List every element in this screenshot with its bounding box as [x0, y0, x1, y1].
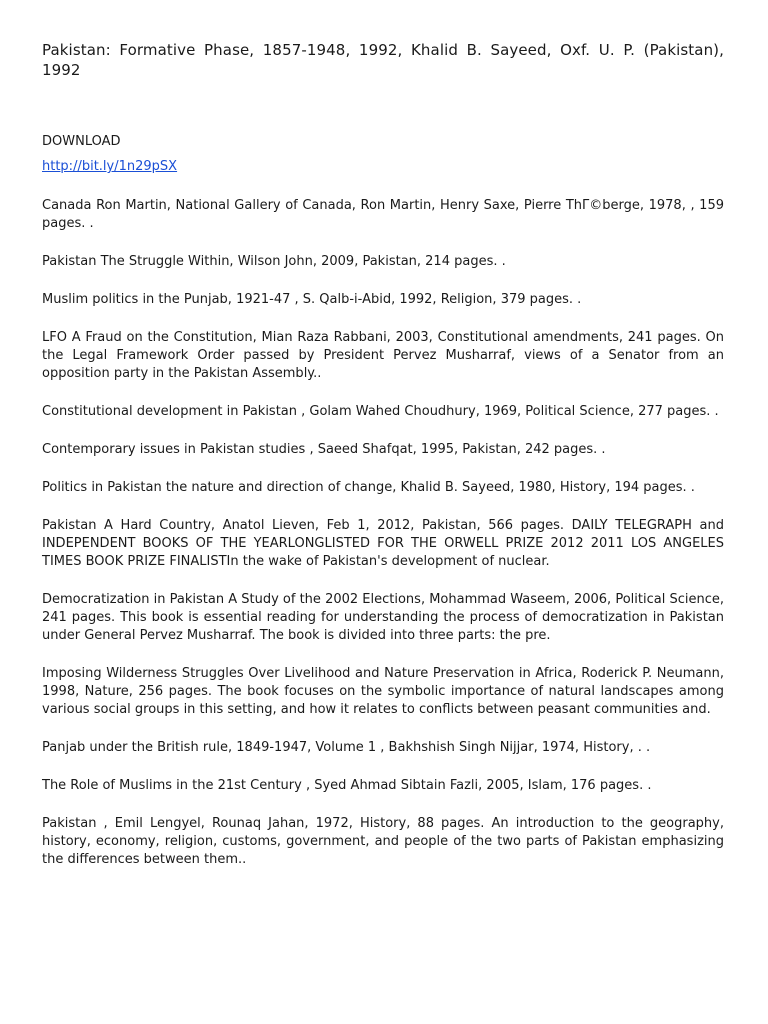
entry-constitutional-development: Constitutional development in Pakistan , Golam Wahed Choudhury, 1969, Political Science, 277 pages. .: [42, 404, 719, 419]
download-label: DOWNLOAD: [42, 134, 121, 149]
entry-panjab-british-rule: Panjab under the British rule, 1849-1947, Volume 1 , Bakhshish Singh Nijjar, 1974, History, . .: [42, 740, 651, 755]
entry-lfo-fraud: LFO A Fraud on the Constitution, Mian Raza Rabbani, 2003, Constitutional amendments, 241 pages. On the Legal Framework Order passed by President Pervez Musharraf, views of a Senator from an opposition party in the Pakistan Assembly..: [42, 330, 724, 381]
document-page: [42, 40, 724, 889]
entry-canada: Canada Ron Martin, National Gallery of Canada, Ron Martin, Henry Saxe, Pierre ThΓ©berge, 1978, , 159 pages. .: [42, 198, 724, 231]
entry-democratization: Democratization in Pakistan A Study of the 2002 Elections, Mohammad Waseem, 2006, Political Science, 241 pages. This book is essential reading for understanding the process of democratization in Pakistan under General Pervez Musharraf. The book is divided into three parts: the pre.: [42, 592, 724, 643]
document-title: Pakistan: Formative Phase, 1857-1948, 1992, Khalid B. Sayeed, Oxf. U. P. (Pakistan), 1992: [42, 41, 724, 79]
entry-role-of-muslims: The Role of Muslims in the 21st Century , Syed Ahmad Sibtain Fazli, 2005, Islam, 176 pages. .: [42, 778, 652, 793]
entry-hard-country: Pakistan A Hard Country, Anatol Lieven, Feb 1, 2012, Pakistan, 566 pages. DAILY TELEGRAPH and INDEPENDENT BOOKS OF THE YEARLONGLISTED FOR THE ORWELL PRIZE 2012 2011 LOS ANGELES TIMES BOOK PRIZE FINALISTIn the wake of Pakistan's development of nuclear.: [42, 518, 724, 569]
download-link[interactable]: http://bit.ly/1n29pSX: [42, 159, 178, 174]
download-link-container: [42, 158, 724, 186]
entry-pakistan-lengyel: Pakistan , Emil Lengyel, Rounaq Jahan, 1972, History, 88 pages. An introduction to the geography, history, economy, religion, customs, government, and people of the two parts of Pakistan emphasizing the differences between them..: [42, 816, 724, 867]
entry-muslim-politics-punjab: Muslim politics in the Punjab, 1921-47 , S. Qalb-i-Abid, 1992, Religion, 379 pages. .: [42, 292, 582, 307]
entry-contemporary-issues: Contemporary issues in Pakistan studies , Saeed Shafqat, 1995, Pakistan, 242 pages. .: [42, 442, 606, 457]
entry-struggle-within: Pakistan The Struggle Within, Wilson John, 2009, Pakistan, 214 pages. .: [42, 254, 506, 269]
entry-imposing-wilderness: Imposing Wilderness Struggles Over Livelihood and Nature Preservation in Africa, Roderick P. Neumann, 1998, Nature, 256 pages. The book focuses on the symbolic importance of natural landscapes among various social groups in this setting, and how it relates to conflicts between peasant communities and.: [42, 666, 724, 717]
entry-politics-in-pakistan: Politics in Pakistan the nature and direction of change, Khalid B. Sayeed, 1980, History, 194 pages. .: [42, 480, 695, 495]
